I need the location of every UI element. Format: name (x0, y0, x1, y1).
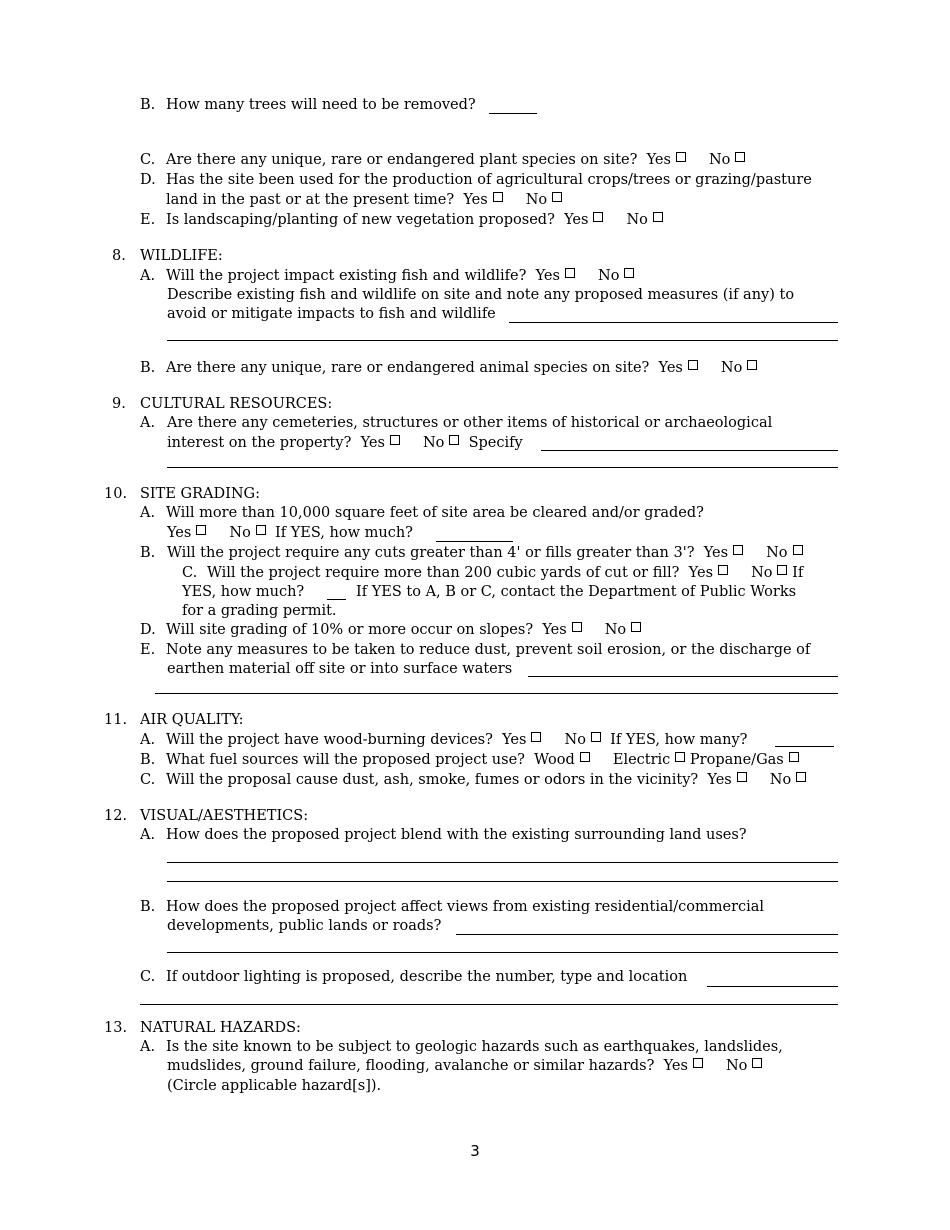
q7-c-no-checkbox[interactable] (735, 152, 745, 162)
s10-a-options: Yes No If YES, how much? (167, 525, 413, 541)
section-8-number: 8. (112, 248, 126, 264)
s10-b-text: Will the project require any cuts greater than 4' or fills greater than 3'? Yes No (167, 544, 803, 563)
section-10-title: SITE GRADING: (140, 486, 261, 502)
q7-e-text: Is landscaping/planting of new vegetation proposed? Yes No (166, 211, 663, 230)
s8-b-label: B. (140, 360, 156, 376)
s11-a-text: Will the project have wood-burning devices? Yes No If YES, how many? (166, 732, 748, 748)
q7-e-label: E. (140, 212, 156, 228)
cleared-area-field[interactable] (436, 541, 513, 542)
s9-a-text: Are there any cemeteries, structures or other items of historical or archaeological (167, 415, 773, 431)
s11-c-label: C. (140, 772, 156, 788)
s13-a-text: Is the site known to be subject to geologic hazards such as earthquakes, landslides, (166, 1039, 783, 1055)
s10-c-yes-checkbox[interactable] (718, 565, 728, 575)
s10-a-text: Will more than 10,000 square feet of site area be cleared and/or graded? (166, 505, 704, 521)
q7-d-no-checkbox[interactable] (552, 192, 562, 202)
s12-a-label: A. (140, 827, 156, 843)
q7-b-label: B. (140, 97, 156, 113)
section-9-number: 9. (112, 396, 126, 412)
wildlife-description-field[interactable] (509, 322, 838, 323)
s9-a-yes-checkbox[interactable] (390, 435, 400, 445)
land-use-blend-field-2[interactable] (167, 881, 838, 882)
s13-a-yes-checkbox[interactable] (693, 1058, 703, 1068)
section-13-number: 13. (104, 1020, 128, 1036)
s11-a-yes-checkbox[interactable] (531, 732, 541, 742)
section-13-title: NATURAL HAZARDS: (140, 1020, 301, 1036)
s13-a-no-checkbox[interactable] (752, 1058, 762, 1068)
s8-a-text: Will the project impact existing fish and wildlife? Yes No (166, 267, 634, 286)
s10-b-no-checkbox[interactable] (793, 545, 803, 555)
s8-a-yes-checkbox[interactable] (565, 268, 575, 278)
erosion-measures-field[interactable] (528, 676, 838, 677)
s9-a-no-checkbox[interactable] (449, 435, 459, 445)
q7-d-yes-checkbox[interactable] (493, 192, 503, 202)
s11-c-text: Will the proposal cause dust, ash, smoke, fumes or odors in the vicinity? Yes No (166, 771, 806, 790)
s8-b-no-checkbox[interactable] (747, 360, 757, 370)
s10-d-yes-checkbox[interactable] (572, 622, 582, 632)
s8-a-describe: Describe existing fish and wildlife on site and note any proposed measures (if any) to (167, 287, 795, 303)
section-12-number: 12. (104, 808, 128, 824)
erosion-measures-field-2[interactable] (155, 693, 838, 694)
s11-c-yes-checkbox[interactable] (737, 772, 747, 782)
wood-checkbox[interactable] (580, 752, 590, 762)
s10-c-no-checkbox[interactable] (777, 565, 787, 575)
q7-c-yes-checkbox[interactable] (676, 152, 686, 162)
s10-c-label: C. (182, 565, 198, 581)
views-impact-field-2[interactable] (167, 952, 838, 953)
s8-a-describe-2: avoid or mitigate impacts to fish and wildlife (167, 306, 496, 322)
s11-b-label: B. (140, 752, 156, 768)
section-12-title: VISUAL/AESTHETICS: (140, 808, 309, 824)
s11-c-no-checkbox[interactable] (796, 772, 806, 782)
s10-e-text: Note any measures to be taken to reduce dust, prevent soil erosion, or the discharge of (166, 642, 811, 658)
s10-e-text-2: earthen material off site or into surface waters (167, 661, 513, 677)
cut-fill-amount-field[interactable] (327, 599, 346, 600)
wood-burning-count-field[interactable] (775, 746, 834, 747)
s8-a-no-checkbox[interactable] (624, 268, 634, 278)
s12-b-text-2: developments, public lands or roads? (167, 918, 442, 934)
s8-b-text: Are there any unique, rare or endangered animal species on site? Yes No (166, 359, 757, 378)
s10-d-label: D. (140, 622, 156, 638)
section-8-title: WILDLIFE: (140, 248, 223, 264)
s13-a-text-2: mudslides, ground failure, flooding, avalanche or similar hazards? Yes No (167, 1057, 762, 1076)
s9-a-text-2: interest on the property? Yes No Specify (167, 435, 523, 451)
s10-c-permit: for a grading permit. (182, 603, 337, 619)
s12-c-label: C. (140, 969, 156, 985)
q7-d-label: D. (140, 172, 156, 188)
electric-checkbox[interactable] (675, 752, 685, 762)
s12-b-text: How does the proposed project affect views from existing residential/commercial (166, 899, 765, 915)
s10-a-label: A. (140, 505, 156, 521)
land-use-blend-field[interactable] (167, 862, 838, 863)
section-10-number: 10. (104, 486, 128, 502)
s10-d-text: Will site grading of 10% or more occur on slopes? Yes No (166, 621, 641, 640)
q7-d-text-2: land in the past or at the present time? Yes No (166, 191, 562, 210)
s11-a-label: A. (140, 732, 156, 748)
outdoor-lighting-field-2[interactable] (140, 1004, 838, 1005)
section-11-title: AIR QUALITY: (140, 712, 244, 728)
s9-a-label: A. (140, 415, 156, 431)
q7-e-no-checkbox[interactable] (653, 212, 663, 222)
s10-b-label: B. (140, 545, 156, 561)
q7-b-text: How many trees will need to be removed? (166, 97, 476, 113)
s10-b-yes-checkbox[interactable] (733, 545, 743, 555)
s10-e-label: E. (140, 642, 156, 658)
q7-d-text: Has the site been used for the production of agricultural crops/trees or grazing/pasture (166, 172, 812, 188)
q7-c-label: C. (140, 152, 156, 168)
s10-a-yes-checkbox[interactable] (196, 525, 206, 535)
s11-b-text: What fuel sources will the proposed project use? Wood Electric Propane/Gas (166, 751, 799, 770)
s13-a-note: (Circle applicable hazard[s]). (167, 1078, 382, 1094)
s11-a-no-checkbox[interactable] (591, 732, 601, 742)
s10-d-no-checkbox[interactable] (631, 622, 641, 632)
s12-a-text: How does the proposed project blend with the existing surrounding land uses? (166, 827, 747, 843)
page-number: 3 (470, 1142, 480, 1160)
section-9-title: CULTURAL RESOURCES: (140, 396, 333, 412)
s10-c-contact: If YES to A, B or C, contact the Department of Public Works (356, 584, 797, 600)
q7-e-yes-checkbox[interactable] (593, 212, 603, 222)
s13-a-label: A. (140, 1039, 156, 1055)
s10-a-no-checkbox[interactable] (256, 525, 266, 535)
specify-field-2[interactable] (167, 467, 838, 468)
s12-b-label: B. (140, 899, 156, 915)
q7-c-text: Are there any unique, rare or endangered plant species on site? Yes No (166, 151, 745, 170)
s10-c-how-much: YES, how much? (182, 584, 305, 600)
specify-field[interactable] (541, 450, 838, 451)
propane-gas-checkbox[interactable] (789, 752, 799, 762)
trees-removed-field[interactable] (489, 113, 537, 114)
section-11-number: 11. (104, 712, 128, 728)
s12-c-text: If outdoor lighting is proposed, describe the number, type and location (166, 969, 688, 985)
s8-b-yes-checkbox[interactable] (688, 360, 698, 370)
s10-c-text: Will the project require more than 200 cubic yards of cut or fill? Yes No If (207, 565, 804, 581)
outdoor-lighting-field[interactable] (707, 986, 838, 987)
views-impact-field[interactable] (456, 934, 838, 935)
wildlife-description-field-2[interactable] (167, 340, 838, 341)
s8-a-label: A. (140, 268, 156, 284)
